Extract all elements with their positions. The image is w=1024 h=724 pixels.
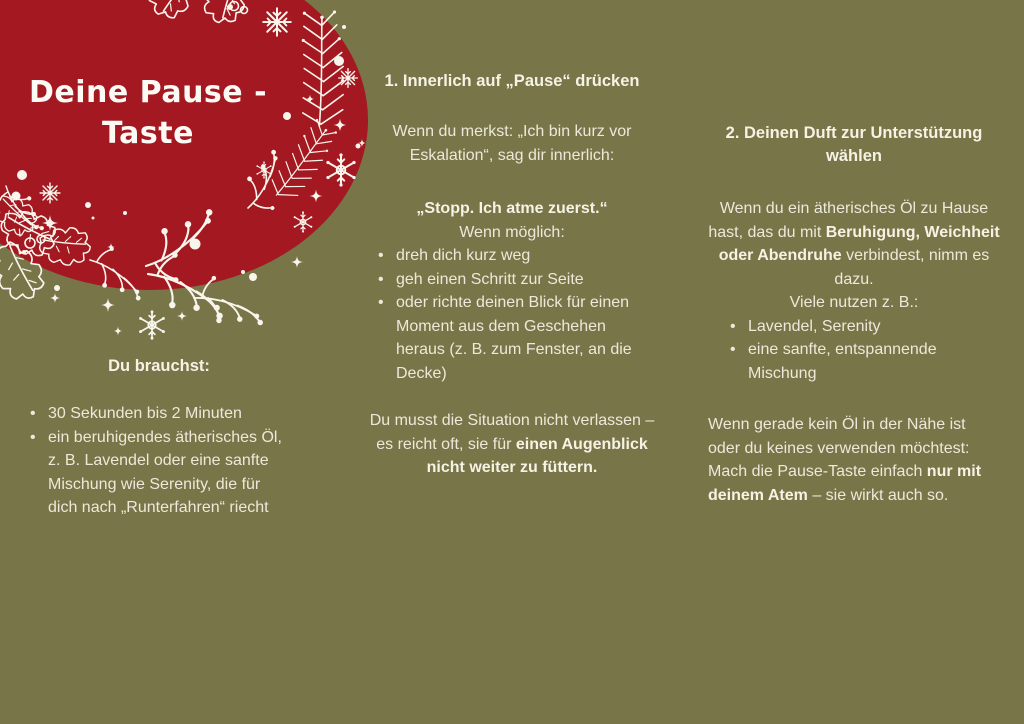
list-item: • ein beruhigendes ätherisches Öl, z. B. Lavendel oder eine sanfte Mischung wie Serenity, die für dich nach „Runterfahren“ riecht [30,426,286,520]
step2-heading: 2. Deinen Duft zur Unterstützung wählen [725,124,983,165]
step1-closing: Du musst die Situation nicht verlassen – es reicht oft, sie für einen Augenblick nicht weiter zu füttern. [369,412,655,476]
list-item: • 30 Sekunden bis 2 Minuten [30,402,286,426]
step2-closing: Wenn gerade kein Öl in der Nähe ist oder du keines verwenden möchtest: Mach die Pause-Taste einfach nur mit deinem Atem – sie wirkt auch so. [708,416,982,504]
left-column-heading: Du brauchst: [108,357,210,375]
step1-subheading: Wenn möglich: [459,223,565,241]
column-du-brauchst [0,355,318,520]
step1-paragraph: Wenn du merkst: „Ich bin kurz vor Eskalation“, sag dir innerlich: [392,123,632,164]
list-item: • geh einen Schritt zur Seite [378,268,641,292]
step2-bullet-list [730,315,982,386]
list-item: • Lavendel, Serenity [730,315,982,339]
step2-paragraph2: Viele nutzen z. B.: [789,294,919,311]
step1-bullet-list [378,244,641,385]
column-step-2 [708,122,1000,507]
list-item: • oder richte deinen Blick für einen Moment aus dem Geschehen heraus (z. B. zum Fenster, an die Decke) [378,291,641,385]
list-item: • dreh dich kurz weg [378,244,641,268]
column-step-1 [362,70,662,480]
page-title-line1: Deine Pause - [28,75,268,110]
page-title-line2: Taste [102,116,194,151]
step1-heading: 1. Innerlich auf „Pause“ drücken [384,72,640,90]
step2-paragraph: Wenn du ein ätherisches Öl zu Hause hast, das du mit Beruhigung, Weichheit oder Abendruhe verbindest, nimm es dazu. [708,200,1000,288]
step1-quote: „Stopp. Ich atme zuerst.“ [416,200,608,217]
list-item: • eine sanfte, entspannende Mischung [730,338,982,385]
left-bullet-list [30,402,286,520]
badge-title [26,72,270,154]
